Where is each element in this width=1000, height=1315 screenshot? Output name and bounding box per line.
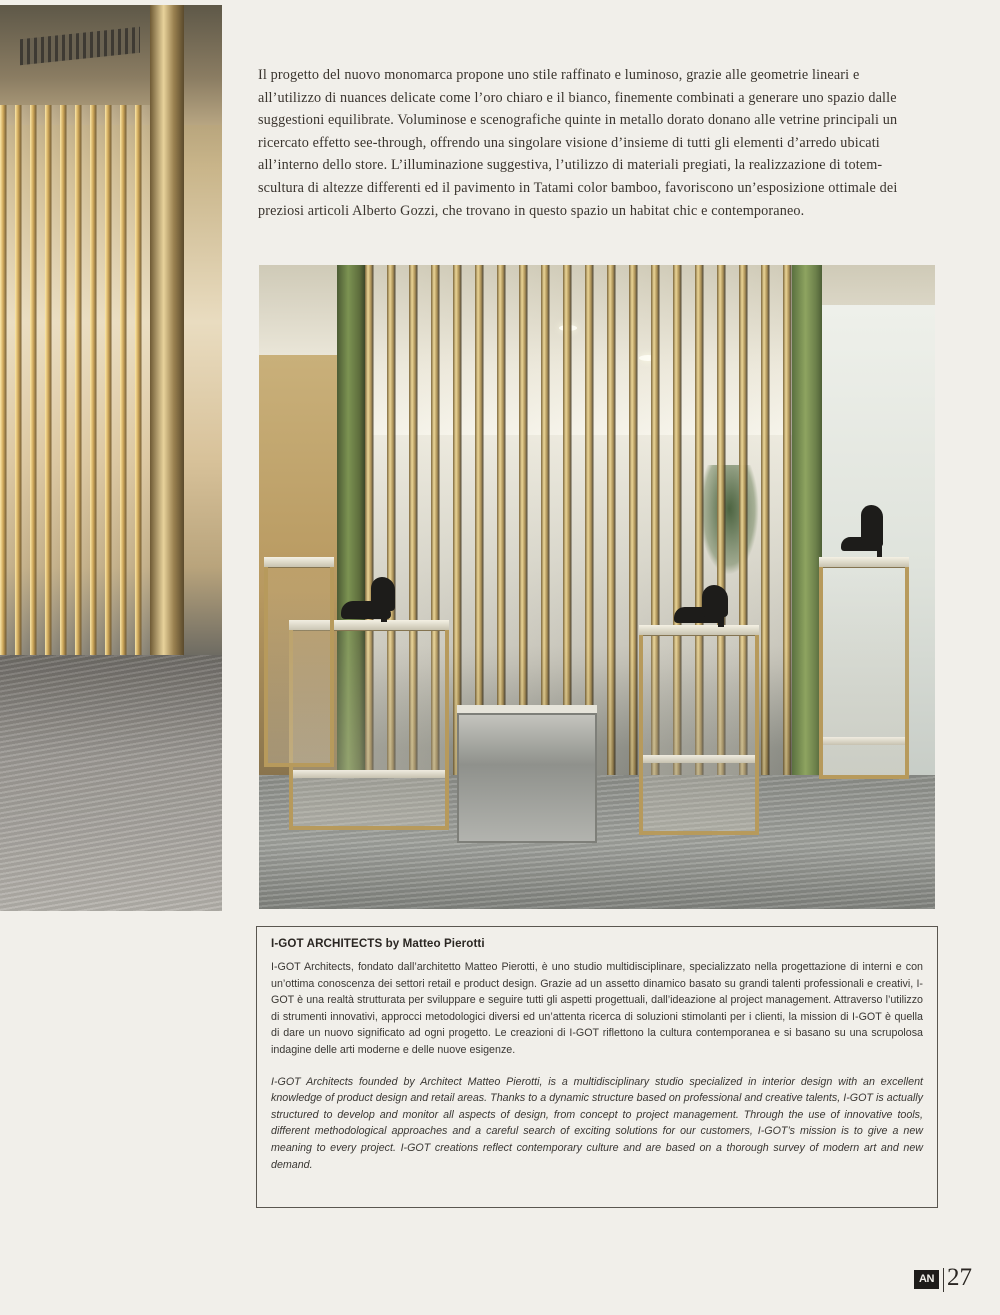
shoe [841, 505, 886, 557]
page-number-divider [943, 1268, 944, 1292]
bio-title: I-GOT ARCHITECTS by Matteo Pierotti [271, 937, 485, 950]
gold-post [150, 5, 184, 685]
bio-english-text: I-GOT Architects founded by Architect Matteo Pierotti, is a multidisciplinary studio specialized in interior design with an excellent knowledge of product design and retail areas. Thanks to a dynamic structure based on professional and creative talents, I-GOT is actually structured to develop and monitor all aspects of design, from concept to project management. Through the use of innovative tools, different methodological approaches and a careful search of exciting solutions for our customers, I-GOT’s mission is to give a new meaning to every project. I-GOT creations reflect contemporary culture and are based on a thorough survey of modern art and new demand. [271, 1075, 923, 1171]
shoe [341, 577, 401, 622]
shoe [674, 583, 734, 628]
page-number: 27 [947, 1264, 972, 1291]
display-pedestal [264, 557, 334, 767]
display-pedestal [819, 557, 909, 779]
left-store-photo [0, 5, 222, 911]
right-pillar [792, 265, 822, 785]
architect-bio-box [256, 926, 938, 1208]
carpet-floor [0, 655, 222, 911]
main-store-photo [259, 265, 935, 909]
intro-paragraph: Il progetto del nuovo monomarca propone uno stile raffinato e luminoso, grazie alle geometrie lineari e all’utilizzo di nuances delicate come l’oro chiaro e il bianco, finemente combinati a generare uno spazio dalle suggestioni equilibrate. Voluminose e scenografiche quinte in metallo dorato donano alle vetrine principali un ricercato effetto see-through, offrendo una singolare visione d’insieme di tutti gli elementi d’arredo ubicati all’interno dello store. L’illuminazione suggestiva, l’utilizzo di materiali pregiati, la realizzazione di totem-scultura di altezze differenti ed il pavimento in Tatami color bamboo, favoriscono un’esposizione ottimale dei preziosi articoli Alberto Gozzi, che trovano in questo spazio un habitat chic e contemporaneo. [258, 67, 898, 219]
magazine-logo: AN [914, 1270, 939, 1289]
mirror-cube [457, 705, 597, 843]
display-pedestal [639, 625, 759, 835]
page-footer [914, 1266, 994, 1296]
bio-italian-text: I-GOT Architects, fondato dall’architetto Matteo Pierotti, è uno studio multidisciplinare, specializzato nella progettazione di interni e con un’ottima conoscenza dei settori retail e product design. Grazie ad un assetto dinamico basato su grandi talenti professionali e creativi, I-GOT è una realtà strutturata per sviluppare e seguire tutti gli aspetti progettuali, dall’ideazione al project management. Attraverso l’utilizzo di strumenti innovativi, approcci metodologici diversi ed un’attenta ricerca di soluzioni stimolanti per i clienti, la mission di I-GOT è quella di dare un nuovo significato ad ogni progetto. Le creazioni di I-GOT riflettono la cultura contemporanea e si basano su una scrupolosa indagine delle arti moderne e delle nuove esigenze. [271, 961, 923, 1056]
gold-slat-screen [0, 105, 160, 665]
